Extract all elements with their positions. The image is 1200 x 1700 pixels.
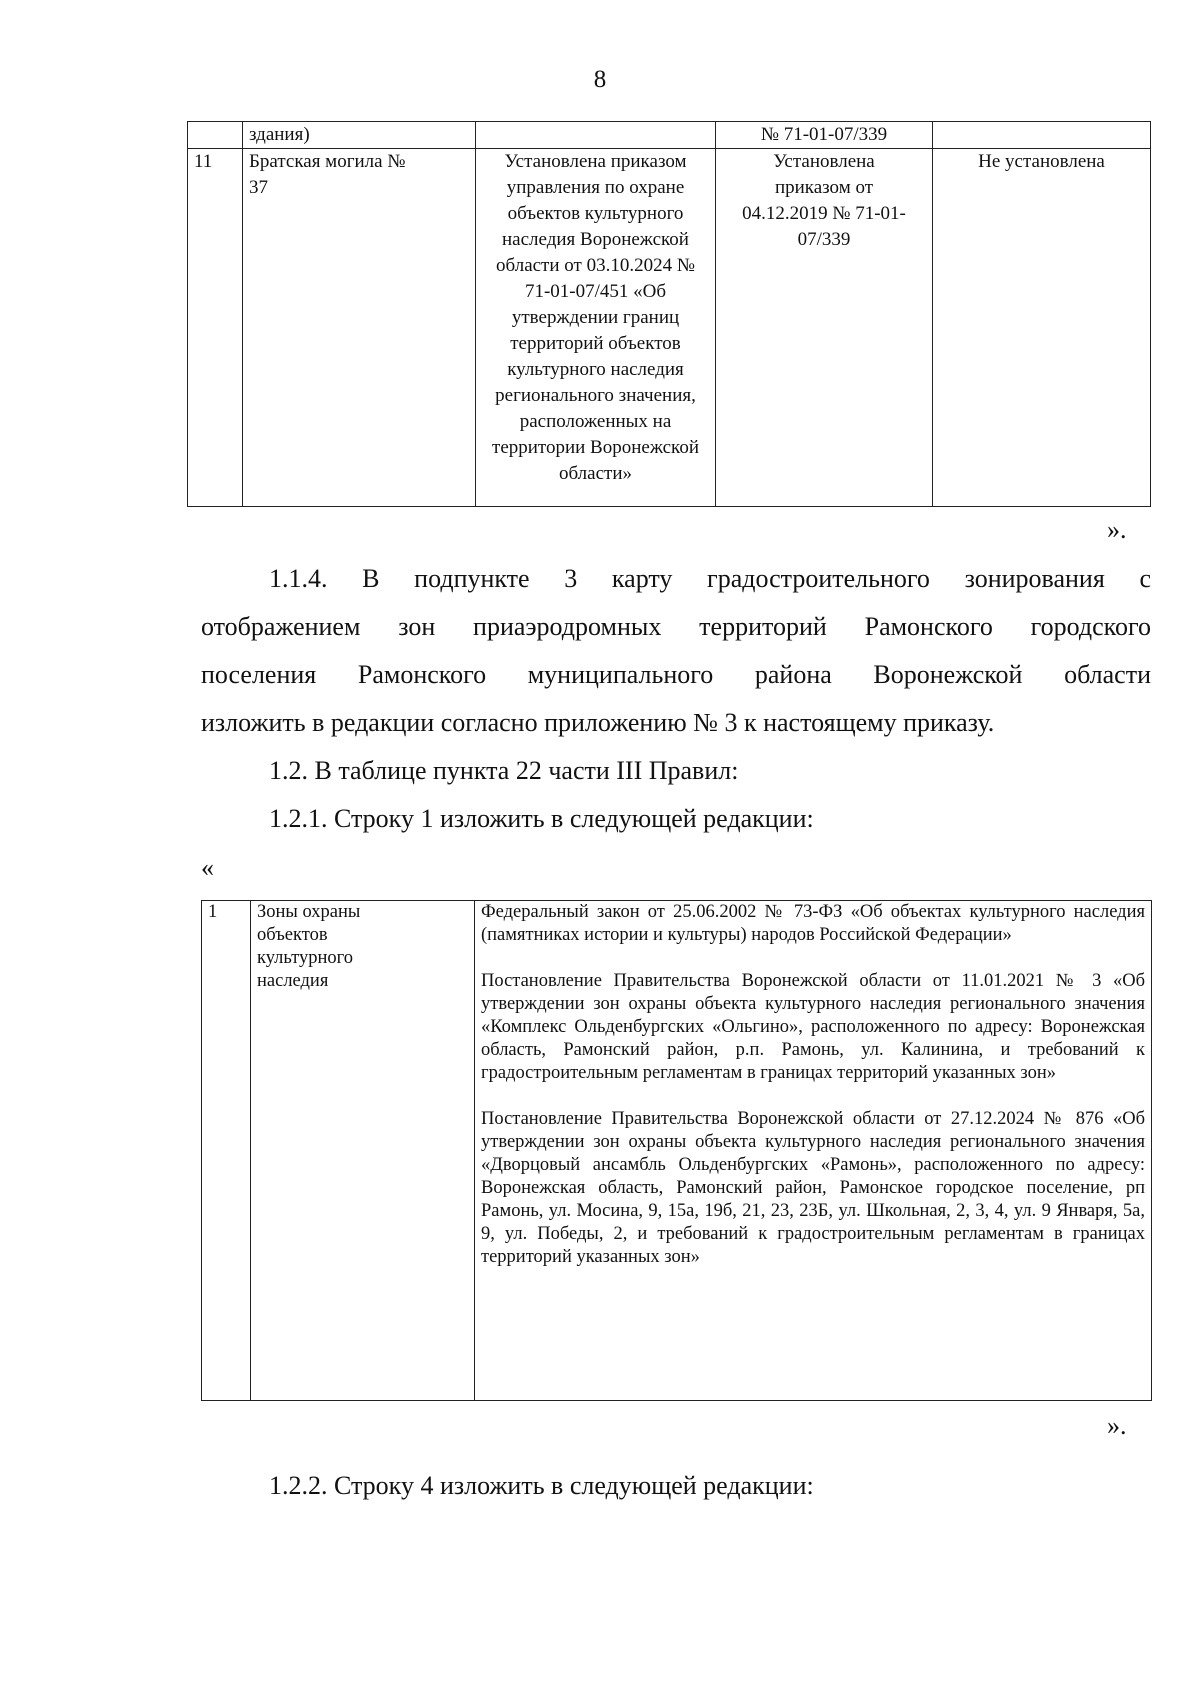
object-name: Братская могила № 37 <box>243 149 476 507</box>
paragraph-1-2-2: 1.2.2. Строку 4 изложить в следующей редакции: <box>269 1471 814 1500</box>
legal-doc: Постановление Правительства Воронежской области от 27.12.2024 № 876 «Об утверждении зон охраны объекта культурного наследия регионального значения «Дворцовый ансамбль Ольденбургских «Рамонь», расположенного по адресу: Воронежская область, Рамонский район, Рамонское городское поселение, рп Рамонь, ул. Мосина, 9, 15а, 19б, 21, 23, 23Б, ул. Школьная, 2, 3, 4, ул. 9 Января, 5а, 9, ул. Победы, 2, и требований к градостроительным регламентам в границах территорий указанных зон» <box>481 1109 1145 1267</box>
protection-zone: Установлена приказом от 04.12.2019 № 71-01-07/339 <box>716 149 933 507</box>
other-status: Не установлена <box>933 149 1151 507</box>
zone-name: Зоны охраны объектов культурного наследия <box>251 901 475 1401</box>
table-row <box>202 901 1152 1401</box>
table-cell <box>188 122 243 149</box>
opening-quote: « <box>201 853 214 882</box>
table-cell <box>933 122 1151 149</box>
table-row <box>188 149 1151 507</box>
row-number: 11 <box>188 149 243 507</box>
zones-table <box>201 900 1152 1401</box>
heritage-objects-table <box>187 121 1151 507</box>
territory-boundary: Установлена приказом управления по охране объектов культурного наследия Воронежской области от 03.10.2024 № 71-01-07/451 «Об утверждении границ территорий объектов культурного наследия регионального значения, расположенных на территории Воронежской области» <box>476 149 716 507</box>
table-cell <box>476 122 716 149</box>
table-row <box>188 122 1151 149</box>
paragraph-1-2-1: 1.2.1. Строку 1 изложить в следующей редакции: <box>269 804 814 833</box>
closing-quote: ». <box>1107 515 1127 544</box>
table-cell: № 71-01-07/339 <box>716 122 933 149</box>
legal-doc: Федеральный закон от 25.06.2002 № 73-ФЗ «Об объектах культурного наследия (памятниках истории и культуры) народов Российской Федерации» <box>481 902 1145 945</box>
closing-quote: ». <box>1107 1411 1127 1440</box>
legal-doc: Постановление Правительства Воронежской области от 11.01.2021 № 3 «Об утверждении зон охраны объекта культурного наследия регионального значения «Комплекс Ольденбургских «Ольгино», расположенного по адресу: Воронежская область, Рамонский район, р.п. Рамонь, ул. Калинина, и требований к градостроительным регламентам в границах территорий указанных зон» <box>481 971 1145 1083</box>
table-cell: здания) <box>243 122 476 149</box>
paragraph-1-2: 1.2. В таблице пункта 22 части III Правил: <box>269 756 739 785</box>
legal-documents <box>475 901 1152 1401</box>
paragraph-1-1-4: 1.1.4. В подпункте 3 карту градостроительного зонирования с отображением зон приаэродромных территорий Рамонского городского поселения Рамонского муниципального района Воронежской области изложить в редакции согласно приложению № 3 к настоящему приказу. 1.2. В таблице пункта 22 части III Правил: 1.2.1. Строку 1 изложить в следующей редакции: <box>201 555 1151 843</box>
page-number: 8 <box>593 66 607 93</box>
row-number: 1 <box>202 901 251 1401</box>
